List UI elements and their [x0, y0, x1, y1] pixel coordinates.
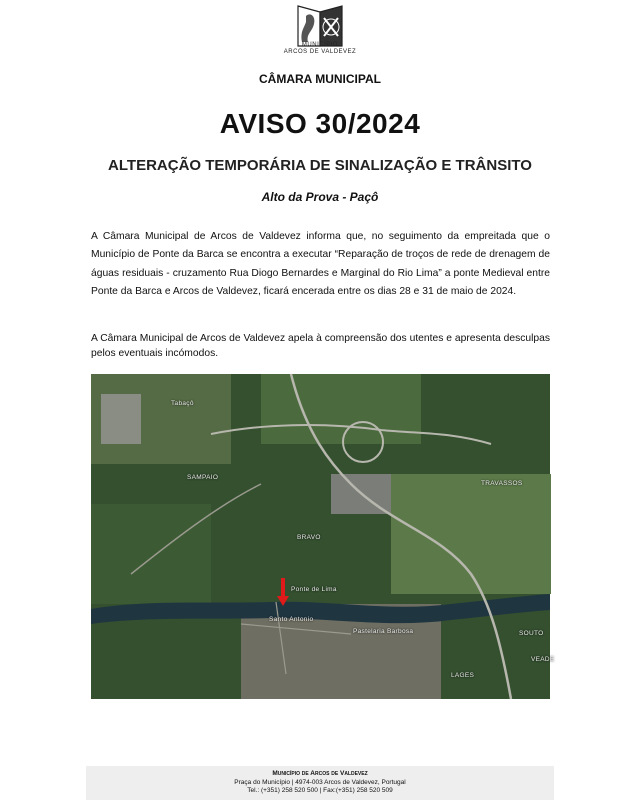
notice-location: Alto da Prova - Paçô [261, 190, 379, 204]
body-paragraph-2: A Câmara Municipal de Arcos de Valdevez apela à compreensão dos utentes e apresenta desculpas pelos eventuais incómodos. [91, 333, 550, 359]
map-label-sampaio: SAMPAIO [187, 474, 219, 481]
map-label-lages: LAGES [451, 672, 475, 679]
map-label-bravo: BRAVO [297, 534, 321, 541]
page-footer [86, 766, 554, 800]
body-paragraph-1: A Câmara Municipal de Arcos de Valdevez informa que, no seguimento da empreitada que o Município de Ponte da Barca se encontra a executar “Reparação de troços de rede de drenagem de águas residuais - cruzamento Rua Diogo Bernardes e Marginal do Rio Lima” a ponte Medieval entre Ponte da Barca e Arcos de Valdevez, ficará encerada entre os dias 28 e 31 de maio de 2024. [91, 231, 550, 298]
satellite-map [91, 374, 555, 699]
map-label-shop: Pastelaria Barbosa [353, 628, 414, 635]
map-label-travassos: TRAVASSOS [481, 480, 523, 487]
map-label-souto: SOUTO [519, 630, 544, 637]
footer-name: Município de Arcos de Valdevez [272, 770, 368, 777]
notice-subtitle: ALTERAÇÃO TEMPORÁRIA DE SINALIZAÇÃO E TRÂNSITO [108, 157, 532, 174]
logo-line-1: MUNICÍPIO [301, 42, 339, 48]
map-label-tabacao: Tabaçô [171, 400, 194, 407]
notice-title: AVISO 30/2024 [219, 108, 421, 139]
logo-caption [266, 42, 374, 56]
footer-contacts: Tel.: (+351) 258 520 500 | Fax:(+351) 258 520 509 [247, 787, 393, 795]
footer-address: Praça do Município | 4974-003 Arcos de Valdevez, Portugal [234, 778, 406, 786]
logo-line-2: ARCOS DE VALDEVEZ [283, 49, 357, 55]
organization-name: CÂMARA MUNICIPAL [259, 72, 381, 86]
map-label-church: Santo Antonio [269, 616, 314, 623]
map-label-veade: VEADE [531, 656, 555, 663]
map-label-ponte: Ponte de Lima [291, 586, 337, 593]
